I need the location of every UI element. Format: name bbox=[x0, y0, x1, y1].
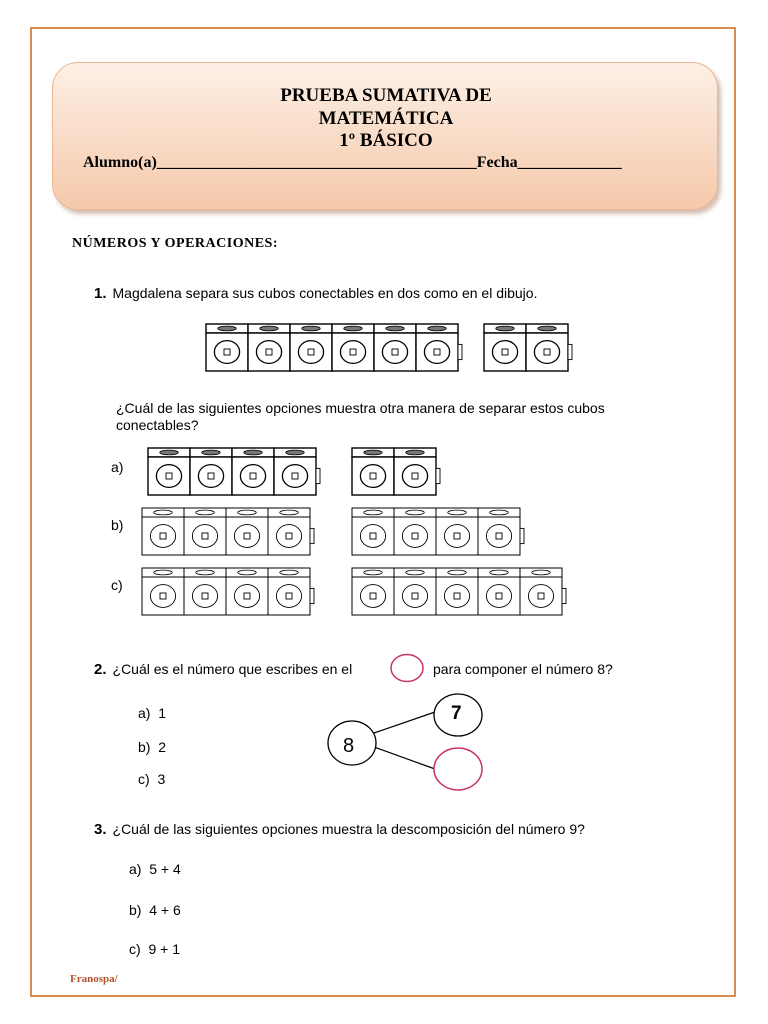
title-line-1: PRUEBA SUMATIVA DE bbox=[280, 85, 492, 106]
whole-value: 8 bbox=[343, 735, 355, 757]
q2-option-b[interactable] bbox=[138, 739, 166, 755]
q2-blank-circle-icon bbox=[388, 652, 426, 684]
student-label: Alumno(a) bbox=[83, 154, 157, 171]
cube-group-2 bbox=[352, 448, 440, 495]
q1-text: Magdalena separa sus cubos conectables en dos como en el dibujo. bbox=[112, 285, 538, 301]
q3-option-b[interactable] bbox=[129, 902, 181, 918]
header-box bbox=[52, 62, 718, 210]
cube-peg-icon bbox=[562, 588, 566, 603]
q2-statement bbox=[94, 661, 352, 678]
cube-icon bbox=[436, 508, 478, 555]
q1-option-c-label[interactable]: c) bbox=[111, 577, 123, 593]
cube-icon bbox=[416, 324, 458, 371]
q2-option-a-value: 1 bbox=[158, 705, 167, 721]
q1-statement bbox=[94, 285, 537, 302]
date-blank[interactable]: _____________ bbox=[517, 154, 622, 171]
q3-option-a-label: a) bbox=[129, 861, 142, 877]
cube-icon bbox=[274, 448, 316, 495]
cube-group-2 bbox=[484, 324, 572, 371]
cube-peg-icon bbox=[520, 528, 524, 543]
cube-icon bbox=[206, 324, 248, 371]
cube-icon bbox=[248, 324, 290, 371]
cube-icon bbox=[226, 508, 268, 555]
q2-option-c-value: 3 bbox=[157, 771, 166, 787]
cube-peg-icon bbox=[316, 468, 320, 483]
missing-part-circle[interactable] bbox=[434, 748, 482, 790]
q2-option-c-label: c) bbox=[138, 771, 150, 787]
cube-icon bbox=[352, 568, 394, 615]
q2-option-c[interactable] bbox=[138, 771, 165, 787]
q2-number-bond-diagram bbox=[325, 690, 490, 795]
cube-group-1 bbox=[142, 508, 314, 555]
q2-option-a-label: a) bbox=[138, 705, 151, 721]
cube-icon bbox=[526, 324, 568, 371]
q1-option-b-cubes[interactable] bbox=[141, 506, 541, 556]
cube-icon bbox=[484, 324, 526, 371]
q2-text-before: ¿Cuál es el número que escribes en el bbox=[112, 661, 353, 677]
q3-statement bbox=[94, 821, 585, 838]
cube-icon bbox=[268, 568, 310, 615]
cube-icon bbox=[332, 324, 374, 371]
student-date-line bbox=[83, 154, 622, 172]
q1-cubes-figure bbox=[205, 322, 585, 374]
cube-icon bbox=[478, 508, 520, 555]
cube-icon bbox=[290, 324, 332, 371]
cube-icon bbox=[436, 568, 478, 615]
cube-icon bbox=[142, 568, 184, 615]
q1-option-a-cubes[interactable] bbox=[147, 446, 457, 496]
cube-peg-icon bbox=[436, 468, 440, 483]
cube-group-2 bbox=[352, 568, 566, 615]
cube-peg-icon bbox=[310, 588, 314, 603]
cube-peg-icon bbox=[568, 344, 572, 359]
cube-icon bbox=[226, 568, 268, 615]
title-line-2: MATEMÁTICA bbox=[318, 108, 454, 129]
q1-option-b-label[interactable]: b) bbox=[111, 517, 124, 533]
cube-icon bbox=[352, 448, 394, 495]
cube-icon bbox=[232, 448, 274, 495]
cube-icon bbox=[520, 568, 562, 615]
section-title: NÚMEROS Y OPERACIONES: bbox=[72, 236, 278, 251]
q3-option-c-label: c) bbox=[129, 941, 141, 957]
footer-signature: Franospa/ bbox=[70, 973, 118, 985]
q2-option-a[interactable] bbox=[138, 705, 166, 721]
q2-number: 2. bbox=[94, 661, 107, 678]
q3-option-b-value: 4 + 6 bbox=[149, 902, 181, 918]
cube-group-1 bbox=[148, 448, 320, 495]
cube-icon bbox=[190, 448, 232, 495]
q1-number: 1. bbox=[94, 285, 107, 302]
q3-option-c[interactable] bbox=[129, 941, 180, 957]
q2-option-b-label: b) bbox=[138, 739, 151, 755]
q1-option-a-label[interactable]: a) bbox=[111, 459, 124, 475]
known-part-value: 7 bbox=[451, 703, 462, 724]
cube-icon bbox=[184, 508, 226, 555]
q1-option-c-cubes[interactable] bbox=[141, 566, 581, 616]
title-line-3: 1º BÁSICO bbox=[339, 130, 433, 151]
q3-number: 3. bbox=[94, 821, 107, 838]
date-label: Fecha bbox=[476, 154, 518, 171]
cube-icon bbox=[374, 324, 416, 371]
cube-icon bbox=[268, 508, 310, 555]
cube-group-1 bbox=[142, 568, 314, 615]
cube-peg-icon bbox=[458, 344, 462, 359]
q2-option-b-value: 2 bbox=[158, 739, 167, 755]
cube-icon bbox=[394, 508, 436, 555]
q3-option-b-label: b) bbox=[129, 902, 142, 918]
student-name-blank[interactable]: ________________________________________ bbox=[156, 154, 477, 171]
cube-icon bbox=[352, 508, 394, 555]
cube-icon bbox=[148, 448, 190, 495]
q3-text: ¿Cuál de las siguientes opciones muestra la descomposición del número 9? bbox=[112, 821, 585, 837]
q1-question-line-2: conectables? bbox=[116, 417, 199, 433]
cube-icon bbox=[478, 568, 520, 615]
q1-question-line-1: ¿Cuál de las siguientes opciones muestra otra manera de separar estos cubos bbox=[116, 400, 605, 416]
q3-option-c-value: 9 + 1 bbox=[148, 941, 180, 957]
cube-group-2 bbox=[352, 508, 524, 555]
cube-peg-icon bbox=[310, 528, 314, 543]
cube-icon bbox=[394, 448, 436, 495]
cube-icon bbox=[394, 568, 436, 615]
q2-text-after: para componer el número 8? bbox=[433, 661, 613, 677]
cube-icon bbox=[142, 508, 184, 555]
q3-option-a-value: 5 + 4 bbox=[149, 861, 181, 877]
cube-group-1 bbox=[206, 324, 462, 371]
q3-option-a[interactable] bbox=[129, 861, 181, 877]
cube-icon bbox=[184, 568, 226, 615]
